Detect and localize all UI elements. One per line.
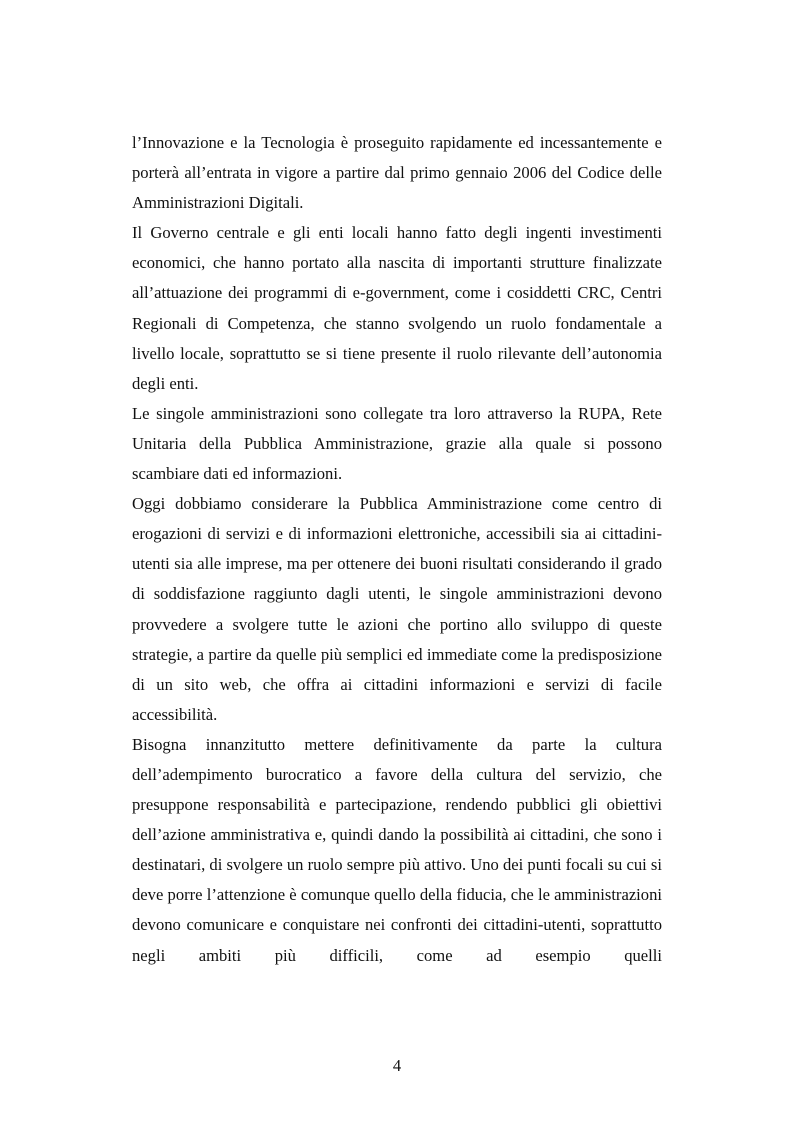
paragraph-3: Le singole amministrazioni sono collegate tra loro attraverso la RUPA, Rete Unitaria della Pubblica Amministrazione, grazie alla quale si possono scambiare dati ed informazioni. [132,403,662,484]
page-number: 4 [392,1056,402,1075]
paragraph-4: Oggi dobbiamo considerare la Pubblica Amministrazione come centro di erogazioni di servizi e di informazioni elettroniche, accessibili sia ai cittadini-utenti sia alle imprese, ma per ottenere dei buoni risultati considerando il grado di soddisfazione raggiunto dagli utenti, le singole amministrazioni devono provvedere a svolgere tutte le azioni che portino allo sviluppo di queste strategie, a partire da quelle più semplici ed immediate come la predisposizione di un sito web, che offra ai cittadini informazioni e servizi di facile accessibilità. [132,494,662,724]
paragraph-1: l’Innovazione e la Tecnologia è proseguito rapidamente ed incessantemente e porterà all’entrata in vigore a partire dal primo gennaio 2006 del Codice delle Amministrazioni Digitali. [132,133,662,213]
paragraph-5: Bisogna innanzitutto mettere definitivamente da parte la cultura dell’adempimento burocratico a favore della cultura del servizio, che presuppone responsabilità e partecipazione, rendendo pubblici gli obiettivi dell’azione amministrativa e, quindi dando la possibilità ai cittadini, che sono i destinatari, di svolgere un ruolo sempre più attivo. Uno dei punti focali su cui si deve porre l’attenzione è comunque quello della fiducia, che le amministrazioni devono comunicare e conquistare nei confronti dei cittadini-utenti, soprattutto negli ambiti più difficili, come ad esempio quelli [132,734,662,965]
body-text [132,128,662,971]
paragraph-2: Il Governo centrale e gli enti locali hanno fatto degli ingenti investimenti economici, che hanno portato alla nascita di importanti strutture finalizzate all’attuazione dei programmi di e-government, come i cosiddetti CRC, Centri Regionali di Competenza, che stanno svolgendo un ruolo fondamentale a livello locale, soprattutto se si tiene presente il ruolo rilevante dell’autonomia degli enti. [132,223,662,393]
